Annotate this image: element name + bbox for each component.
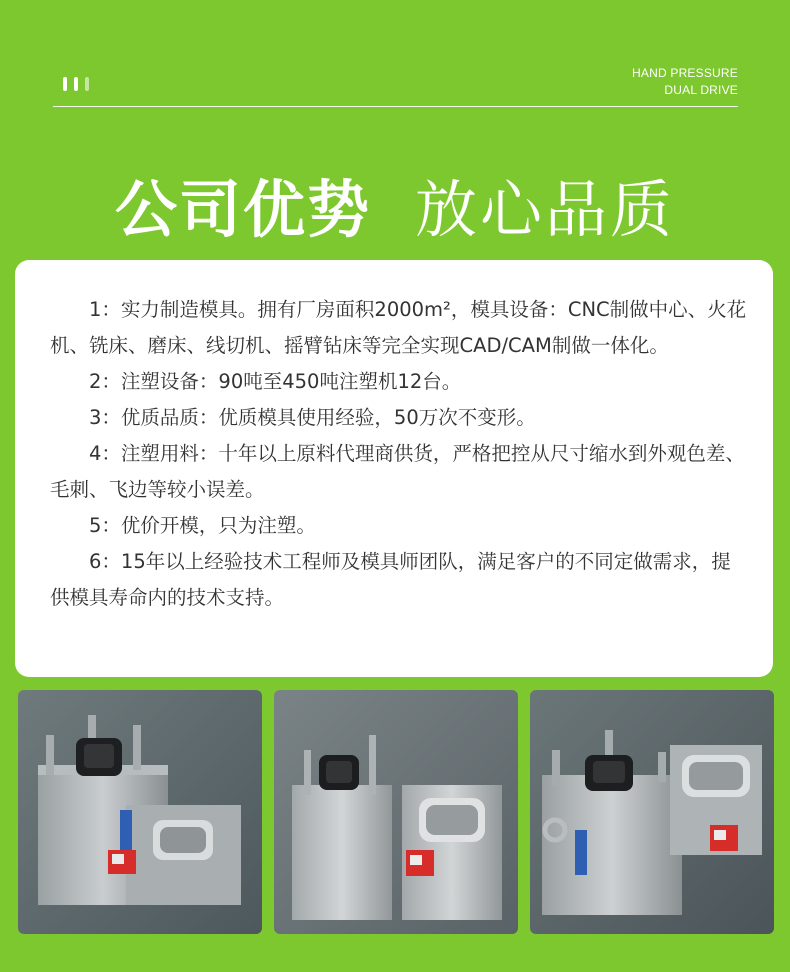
mold-photo-gallery [18,690,774,934]
advantage-item-5: 5：优价开模，只为注塑。 [89,514,316,537]
tagline-line1: HAND PRESSURE [632,66,738,80]
advantages-list [50,292,750,616]
page-title [0,170,790,250]
dot [74,77,78,91]
title-light: 放心品质 [415,173,676,246]
header-divider [53,106,738,107]
tagline [632,65,738,99]
advantage-item-6: 6：15年以上经验技术工程师及模具师团队，满足客户的不同定做需求，提供模具寿命内的技术支持。 [50,550,731,609]
decorative-dots [63,77,89,91]
advantage-item-2: 2：注塑设备：90吨至450吨注塑机12台。 [89,370,462,393]
mold-photo-3 [530,690,774,934]
advantage-item-3: 3：优质品质：优质模具使用经验，50万次不变形。 [89,406,536,429]
tagline-line2: DUAL DRIVE [664,83,738,97]
title-bold: 公司优势 [114,173,371,246]
dot [63,77,67,91]
advantage-item-4: 4：注塑用料：十年以上原料代理商供货，严格把控从尺寸缩水到外观色差、毛刺、飞边等较小误差。 [50,442,745,501]
advantage-item-1: 1：实力制造模具。拥有厂房面积2000m²，模具设备：CNC制做中心、火花机、铣床、磨床、线切机、摇臂钻床等完全实现CAD/CAM制做一体化。 [50,298,747,357]
dot [85,77,89,91]
top-bar [53,66,738,106]
mold-photo-2 [274,690,518,934]
mold-photo-1 [18,690,262,934]
advantages-card [15,260,773,677]
